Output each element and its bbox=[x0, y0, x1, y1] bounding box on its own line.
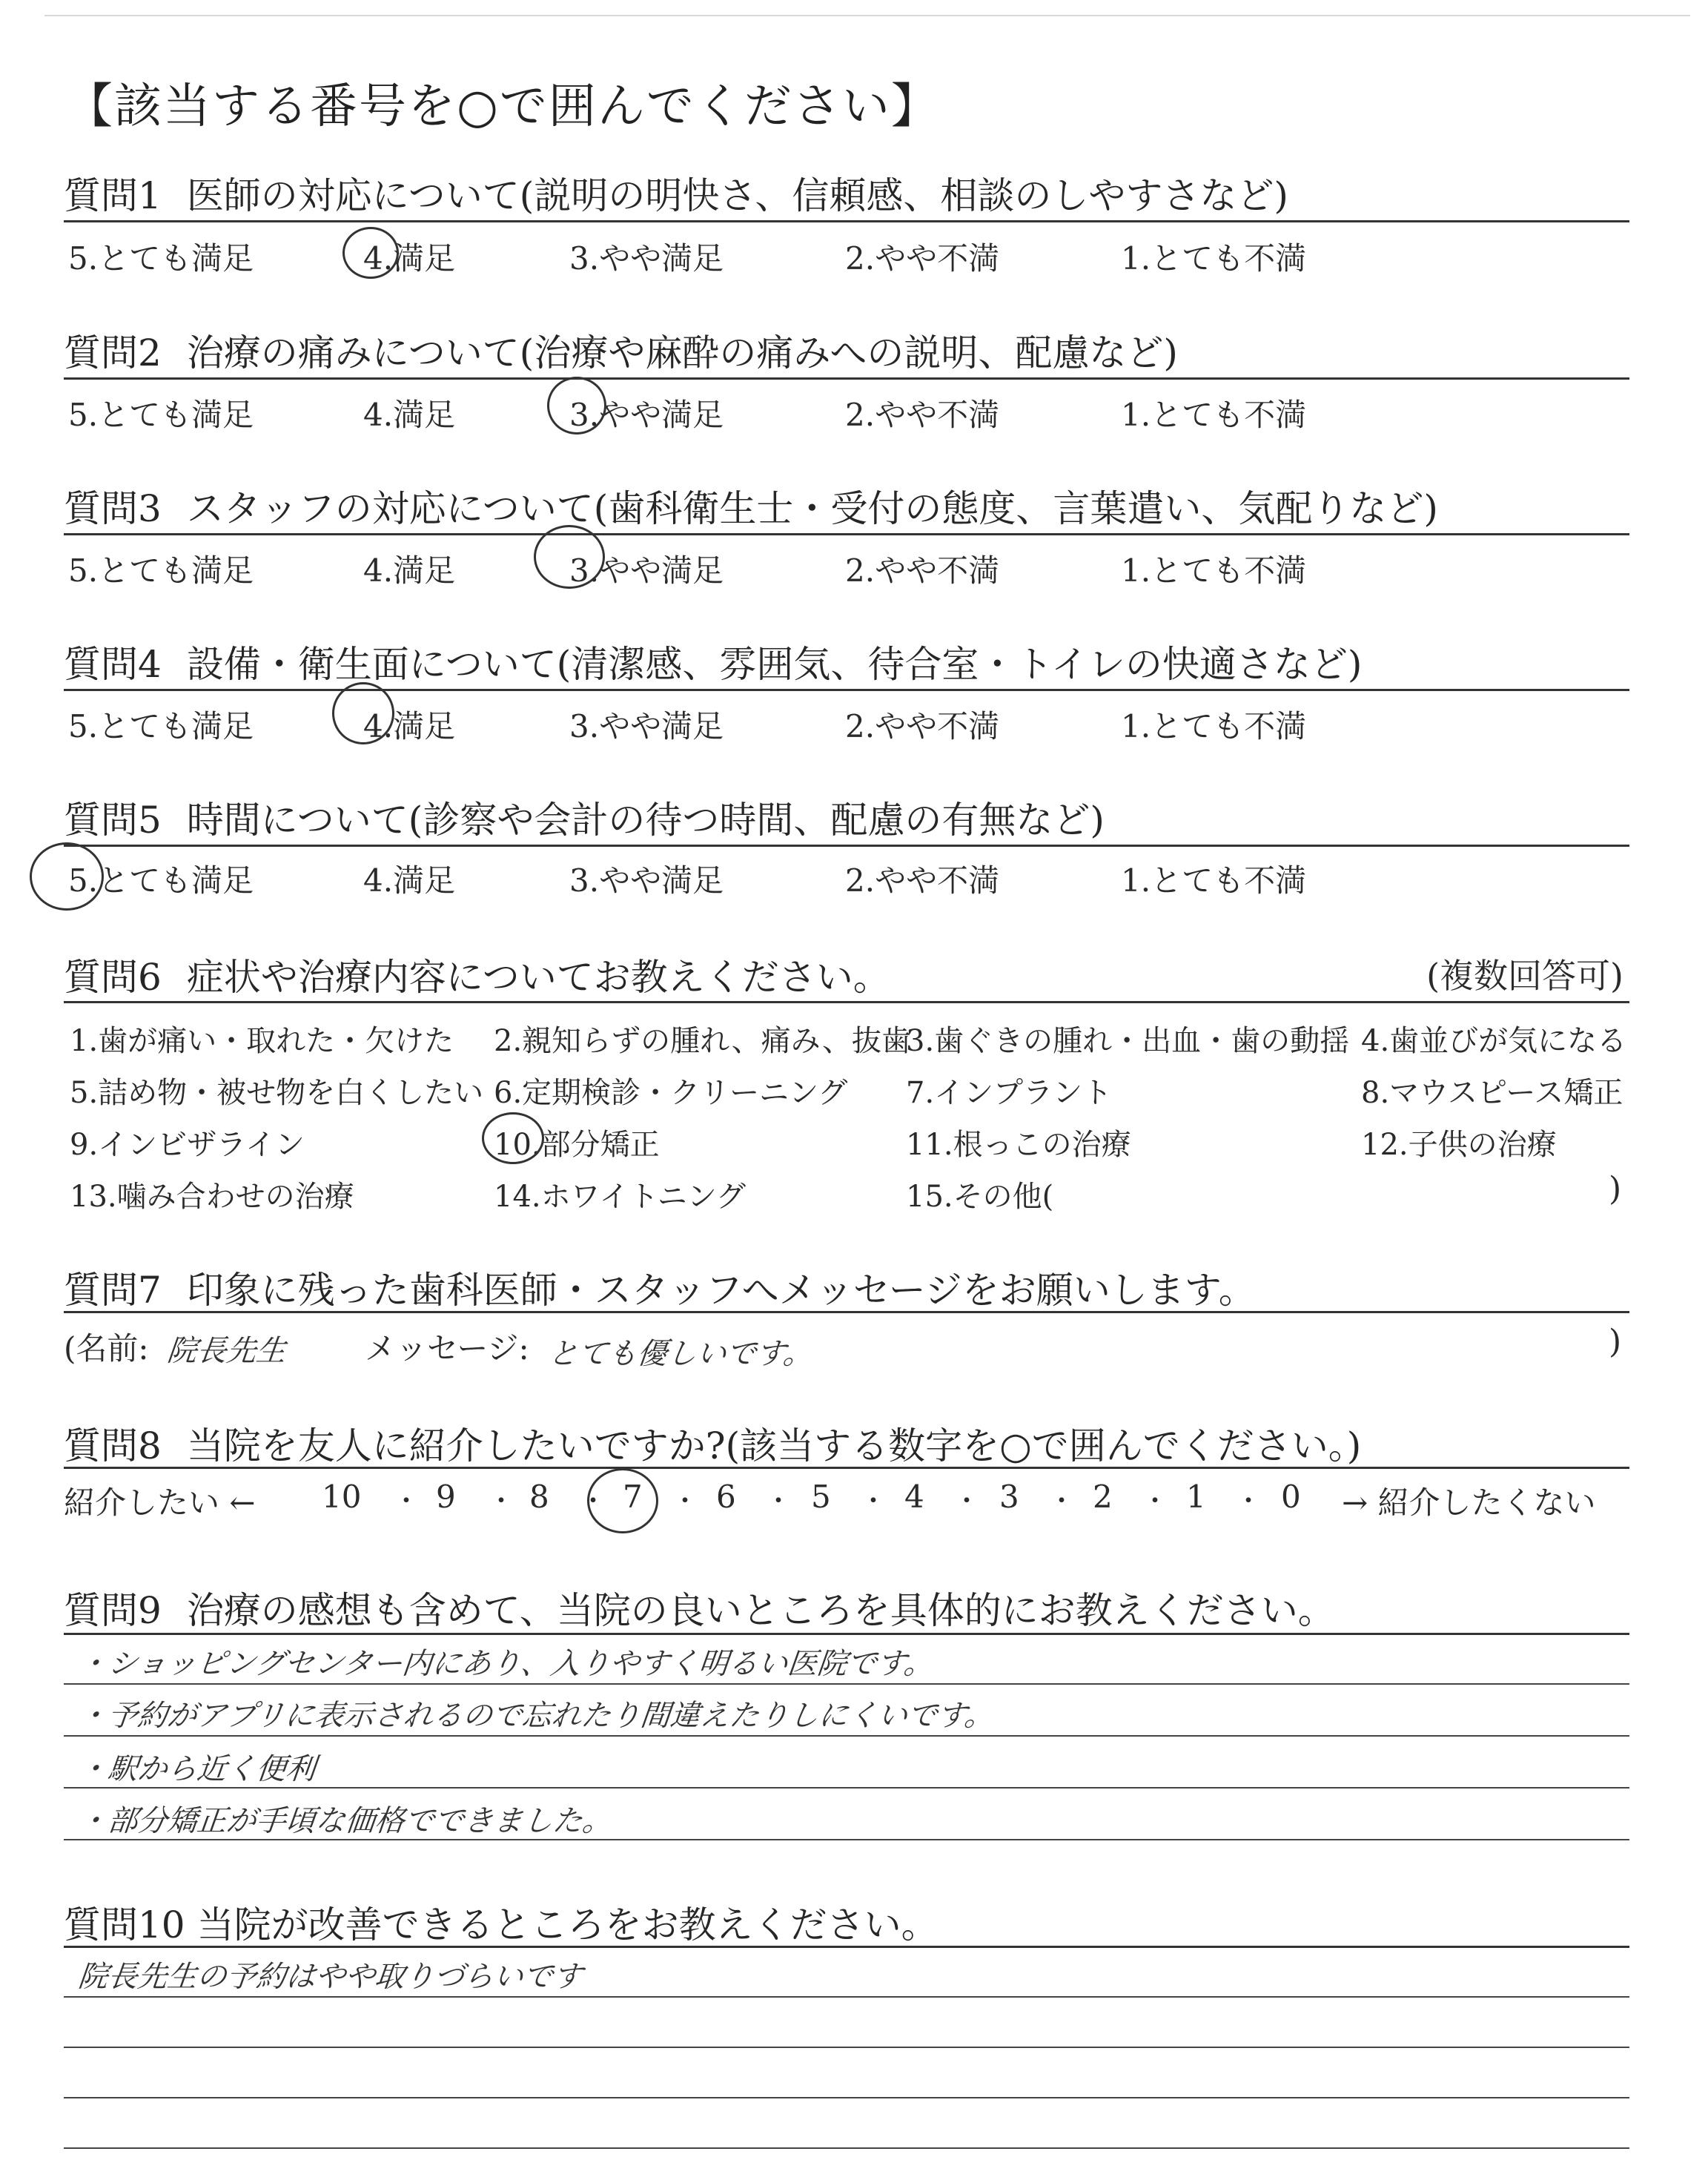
message-handwritten[interactable]: とても優しいです。 bbox=[546, 1337, 815, 1371]
scale-6[interactable]: 6 bbox=[716, 1479, 736, 1515]
selection-circle bbox=[534, 525, 605, 589]
recommend-left-label: 紹介したい ← bbox=[64, 1484, 256, 1521]
scale-dot: ・ bbox=[1142, 1486, 1169, 1516]
q6-option-7[interactable]: 7.インプラント bbox=[906, 1076, 1113, 1110]
question-number: 質問5 bbox=[64, 799, 162, 842]
question-divider bbox=[64, 689, 1629, 691]
selection-circle bbox=[547, 377, 606, 435]
q6-option-11[interactable]: 11.根っこの治療 bbox=[906, 1128, 1131, 1162]
scale-3[interactable]: 3 bbox=[999, 1479, 1019, 1515]
question-number: 質問10 bbox=[64, 1903, 185, 1946]
option-1[interactable]: 1.とても不満 bbox=[1121, 862, 1307, 899]
option-4[interactable]: 4.満足 bbox=[363, 862, 456, 899]
question-text: 時間について(診察や会計の待つ時間、配慮の有無など) bbox=[186, 799, 1105, 842]
question-text: 治療の感想も含めて、当院の良いところを具体的にお教えください。 bbox=[186, 1589, 1335, 1632]
answer-line bbox=[64, 1683, 1629, 1685]
q6-other-close: ) bbox=[1609, 1170, 1622, 1208]
question-number: 質問7 bbox=[64, 1269, 162, 1312]
q6-option-4[interactable]: 4.歯並びが気になる bbox=[1361, 1024, 1627, 1058]
scale-dot: ・ bbox=[672, 1486, 699, 1516]
q6-option-15[interactable]: 15.その他( bbox=[906, 1180, 1054, 1214]
question-divider bbox=[64, 220, 1629, 222]
scale-5[interactable]: 5 bbox=[811, 1479, 831, 1515]
question-text: 当院を友人に紹介したいですか?(該当する数字を○で囲んでください。) bbox=[186, 1424, 1362, 1467]
question-divider bbox=[64, 1001, 1629, 1003]
name-label: (名前: bbox=[64, 1330, 149, 1367]
scale-10[interactable]: 10 bbox=[322, 1479, 362, 1515]
option-1[interactable]: 1.とても不満 bbox=[1121, 552, 1307, 589]
question-text: 設備・衛生面について(清潔感、雰囲気、待合室・トイレの快適さなど) bbox=[186, 643, 1363, 686]
selection-circle bbox=[332, 682, 394, 744]
question-1-header bbox=[64, 166, 1288, 219]
question-number: 質問4 bbox=[64, 643, 162, 686]
answer-line bbox=[64, 2147, 1629, 2149]
q6-option-3[interactable]: 3.歯ぐきの腫れ・出血・歯の動揺 bbox=[906, 1024, 1350, 1058]
question-10-header bbox=[64, 1895, 939, 1949]
q6-option-13[interactable]: 13.噛み合わせの治療 bbox=[70, 1180, 354, 1214]
scale-2[interactable]: 2 bbox=[1093, 1479, 1113, 1515]
question-5-header bbox=[64, 790, 1105, 844]
option-3[interactable]: 3.やや満足 bbox=[569, 862, 724, 899]
q6-option-9[interactable]: 9.インビザライン bbox=[70, 1128, 305, 1162]
option-1[interactable]: 1.とても不満 bbox=[1121, 708, 1307, 744]
q6-option-14[interactable]: 14.ホワイトニング bbox=[494, 1180, 747, 1214]
q6-option-12[interactable]: 12.子供の治療 bbox=[1361, 1128, 1557, 1162]
question-text: 印象に残った歯科医師・スタッフへメッセージをお願いします。 bbox=[186, 1269, 1256, 1312]
message-close: ) bbox=[1609, 1323, 1622, 1361]
question-divider bbox=[64, 1633, 1629, 1635]
answer-line bbox=[64, 1996, 1629, 1998]
question-divider bbox=[64, 845, 1629, 847]
recommend-right-label: → 紹介したくない bbox=[1342, 1484, 1596, 1521]
option-2[interactable]: 2.やや不満 bbox=[845, 240, 1000, 277]
question-number: 質問2 bbox=[64, 331, 162, 374]
option-5[interactable]: 5.とても満足 bbox=[68, 708, 254, 744]
scale-7[interactable]: 7 bbox=[623, 1479, 643, 1515]
scale-9[interactable]: 9 bbox=[436, 1479, 456, 1515]
question-4-header bbox=[64, 635, 1362, 688]
answer-line-1[interactable]: ・ショッピングセンター内にあり、入りやすく明るい医院です。 bbox=[76, 1647, 936, 1681]
name-handwritten[interactable]: 院長先生 bbox=[165, 1334, 288, 1368]
option-3[interactable]: 3.やや満足 bbox=[569, 552, 724, 589]
question-9-header bbox=[64, 1581, 1335, 1634]
answer-line bbox=[64, 2047, 1629, 2048]
scale-dot: ・ bbox=[953, 1486, 981, 1516]
question-divider bbox=[64, 1311, 1629, 1313]
question-number: 質問1 bbox=[64, 174, 162, 217]
scale-0[interactable]: 0 bbox=[1281, 1479, 1301, 1515]
scale-dot: ・ bbox=[1235, 1486, 1262, 1516]
answer-line-4[interactable]: ・部分矯正が手頃な価格でできました。 bbox=[76, 1804, 615, 1838]
option-3[interactable]: 3.やや満足 bbox=[569, 397, 724, 433]
answer-line-2[interactable]: ・予約がアプリに表示されるので忘れたり間違えたりしにくいです。 bbox=[76, 1699, 996, 1733]
question-text: スタッフの対応について(歯科衛生士・受付の態度、言葉遣い、気配りなど) bbox=[186, 487, 1438, 530]
question-text: 医師の対応について(説明の明快さ、信頼感、相談のしやすさなど) bbox=[186, 174, 1288, 217]
page-title: 【該当する番号を○で囲んでください】 bbox=[65, 79, 940, 134]
answer-line bbox=[64, 1839, 1629, 1840]
question-divider bbox=[64, 533, 1629, 535]
scale-dot: ・ bbox=[580, 1486, 607, 1516]
option-5[interactable]: 5.とても満足 bbox=[68, 552, 254, 589]
option-2[interactable]: 2.やや不満 bbox=[845, 552, 1000, 589]
question-number: 質問9 bbox=[64, 1589, 162, 1632]
scale-dot: ・ bbox=[488, 1486, 515, 1516]
option-4[interactable]: 4.満足 bbox=[363, 708, 456, 744]
option-2[interactable]: 2.やや不満 bbox=[845, 397, 1000, 433]
q6-option-5[interactable]: 5.詰め物・被せ物を白くしたい bbox=[70, 1076, 484, 1110]
scale-8[interactable]: 8 bbox=[529, 1479, 549, 1515]
question-divider bbox=[64, 1467, 1629, 1469]
question-text: 当院が改善できるところをお教えください。 bbox=[196, 1903, 939, 1946]
scale-dot: ・ bbox=[393, 1486, 420, 1516]
question-divider bbox=[64, 1946, 1629, 1948]
question-2-header bbox=[64, 323, 1178, 377]
question-number: 質問8 bbox=[64, 1424, 162, 1467]
option-2[interactable]: 2.やや不満 bbox=[845, 862, 1000, 899]
option-5[interactable]: 5.とても満足 bbox=[68, 862, 254, 899]
scale-4[interactable]: 4 bbox=[904, 1479, 924, 1515]
multiple-answers-note: (複数回答可) bbox=[1426, 956, 1623, 996]
question-6-header bbox=[64, 948, 890, 1001]
option-4[interactable]: 4.満足 bbox=[363, 552, 456, 589]
option-4[interactable]: 4.満足 bbox=[363, 397, 456, 433]
q6-option-1[interactable]: 1.歯が痛い・取れた・欠けた bbox=[70, 1024, 454, 1058]
q6-option-8[interactable]: 8.マウスピース矯正 bbox=[1361, 1076, 1623, 1110]
option-4[interactable]: 4.満足 bbox=[363, 240, 456, 277]
answer-line bbox=[64, 1787, 1629, 1789]
answer-line-3[interactable]: ・駅から近く便利 bbox=[76, 1752, 318, 1786]
question-number: 質問6 bbox=[64, 956, 162, 999]
q6-option-2[interactable]: 2.親知らずの腫れ、痛み、抜歯 bbox=[494, 1024, 911, 1058]
question-text: 症状や治療内容についてお教えください。 bbox=[186, 956, 890, 999]
option-3[interactable]: 3.やや満足 bbox=[569, 240, 724, 277]
option-1[interactable]: 1.とても不満 bbox=[1121, 397, 1307, 433]
selection-circle bbox=[30, 842, 104, 911]
scale-dot: ・ bbox=[1048, 1486, 1076, 1516]
question-number: 質問3 bbox=[64, 487, 162, 530]
improvement-answer-1[interactable]: 院長先生の予約はやや取りづらいです bbox=[76, 1960, 585, 1994]
scale-dot: ・ bbox=[765, 1486, 792, 1516]
option-3[interactable]: 3.やや満足 bbox=[569, 708, 724, 744]
scale-dot: ・ bbox=[860, 1486, 887, 1516]
option-5[interactable]: 5.とても満足 bbox=[68, 397, 254, 433]
selection-circle bbox=[342, 227, 399, 279]
option-2[interactable]: 2.やや不満 bbox=[845, 708, 1000, 744]
q6-option-6[interactable]: 6.定期検診・クリーニング bbox=[494, 1076, 848, 1110]
question-divider bbox=[64, 377, 1629, 380]
top-edge-line bbox=[44, 15, 1690, 16]
answer-line bbox=[64, 1735, 1629, 1737]
q6-option-10[interactable]: 10.部分矯正 bbox=[494, 1128, 660, 1162]
question-8-header bbox=[64, 1416, 1361, 1470]
answer-line bbox=[64, 2097, 1629, 2098]
question-7-header bbox=[64, 1261, 1256, 1314]
question-3-header bbox=[64, 479, 1438, 532]
option-5[interactable]: 5.とても満足 bbox=[68, 240, 254, 277]
message-label: メッセージ: bbox=[365, 1330, 529, 1367]
question-text: 治療の痛みについて(治療や麻酔の痛みへの説明、配慮など) bbox=[186, 331, 1178, 374]
selection-circle bbox=[482, 1112, 544, 1164]
selection-circle bbox=[587, 1468, 658, 1533]
scale-1[interactable]: 1 bbox=[1186, 1479, 1206, 1515]
option-1[interactable]: 1.とても不満 bbox=[1121, 240, 1307, 277]
